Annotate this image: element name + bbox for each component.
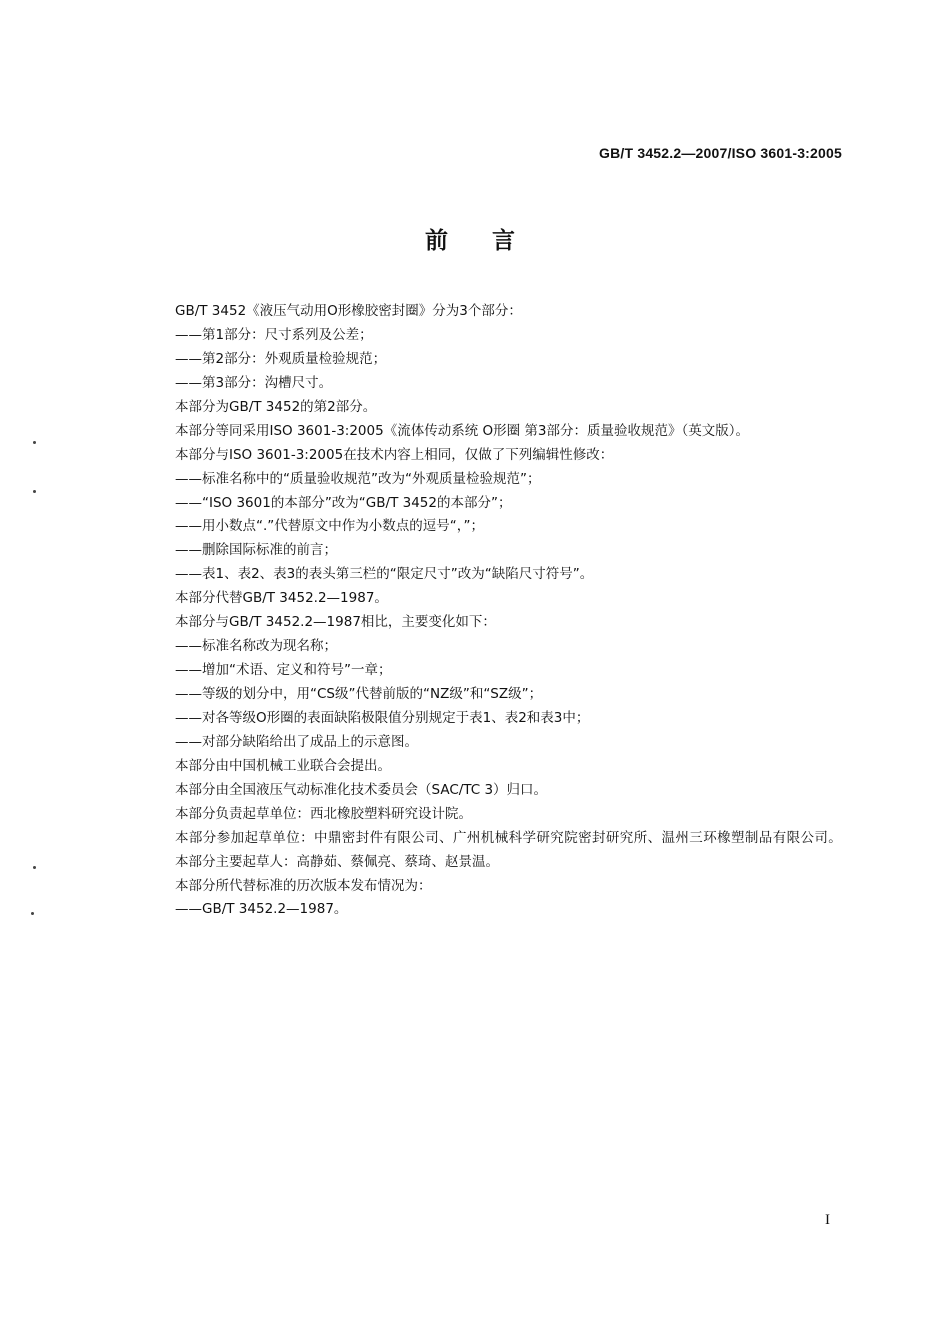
scan-speck [33, 866, 36, 869]
list-item-change-3: ——等级的划分中，用“CS级”代替前版的“NZ级”和“SZ级”； [175, 686, 543, 702]
paragraph-history-intro: 本部分所代替标准的历次版本发布情况为： [175, 877, 432, 894]
paragraph-this-part: 本部分为GB/T 3452的第2部分。 [175, 398, 377, 415]
paragraph-intro: GB/T 3452《液压气动用O形橡胶密封圈》分为3个部分： [175, 303, 522, 319]
list-item-edit-2: ——“ISO 3601的本部分”改为“GB/T 3452的本部分”； [175, 494, 512, 511]
paragraph-edits-intro: 本部分与ISO 3601-3:2005在技术内容上相同，仅做了下列编辑性修改： [175, 446, 614, 463]
list-item-part-1: ——第1部分：尺寸系列及公差； [175, 326, 373, 343]
paragraph-drafting-unit: 本部分负责起草单位：西北橡胶塑料研究设计院。 [175, 805, 472, 822]
list-item-change-1: ——标准名称改为现名称； [175, 638, 337, 655]
list-item-change-2: ——增加“术语、定义和符号”一章； [175, 662, 392, 679]
list-item-history-1: ——GB/T 3452.2—1987。 [175, 901, 348, 918]
paragraph-changes-intro: 本部分与GB/T 3452.2—1987相比，主要变化如下： [175, 614, 496, 631]
list-item-edit-4: ——删除国际标准的前言； [175, 542, 337, 559]
paragraph-drafters: 本部分主要起草人：高静茹、蔡佩亮、蔡琦、赵景温。 [175, 853, 499, 870]
page-number: I [825, 1212, 830, 1228]
paragraph-centralized-by: 本部分由全国液压气动标准化技术委员会（SAC/TC 3）归口。 [175, 781, 548, 798]
list-item-edit-3: ——用小数点“.”代替原文中作为小数点的逗号“，”； [175, 518, 485, 535]
scan-speck [31, 912, 34, 915]
paragraph-replaces: 本部分代替GB/T 3452.2—1987。 [175, 590, 388, 607]
foreword-body [143, 300, 848, 922]
page-title: 前言 [425, 228, 559, 254]
list-item-edit-5: ——表1、表2、表3的表头第三栏的“限定尺寸”改为“缺陷尺寸符号”。 [175, 566, 594, 583]
list-item-change-4: ——对各等级O形圈的表面缺陷极限值分别规定于表1、表2和表3中； [175, 709, 590, 726]
list-item-part-3: ——第3部分：沟槽尺寸。 [175, 374, 333, 391]
scan-speck [33, 441, 36, 444]
paragraph-adoption: 本部分等同采用ISO 3601-3:2005《流体传动系统 O形圈 第3部分：质量验收规范》（英文版）。 [175, 422, 749, 439]
list-item-change-5: ——对部分缺陷给出了成品上的示意图。 [175, 733, 418, 750]
list-item-edit-1: ——标准名称中的“质量验收规范”改为“外观质量检验规范”； [175, 470, 541, 487]
list-item-part-2: ——第2部分：外观质量检验规范； [175, 350, 387, 367]
standard-code: GB/T 3452.2—2007/ISO 3601-3:2005 [599, 145, 842, 161]
paragraph-proposed-by: 本部分由中国机械工业联合会提出。 [175, 757, 391, 774]
scan-speck [33, 490, 36, 493]
paragraph-participating-units: 本部分参加起草单位：中鼎密封件有限公司、广州机械科学研究院密封研究所、温州三环橡塑制品有限公司。 [175, 829, 843, 846]
